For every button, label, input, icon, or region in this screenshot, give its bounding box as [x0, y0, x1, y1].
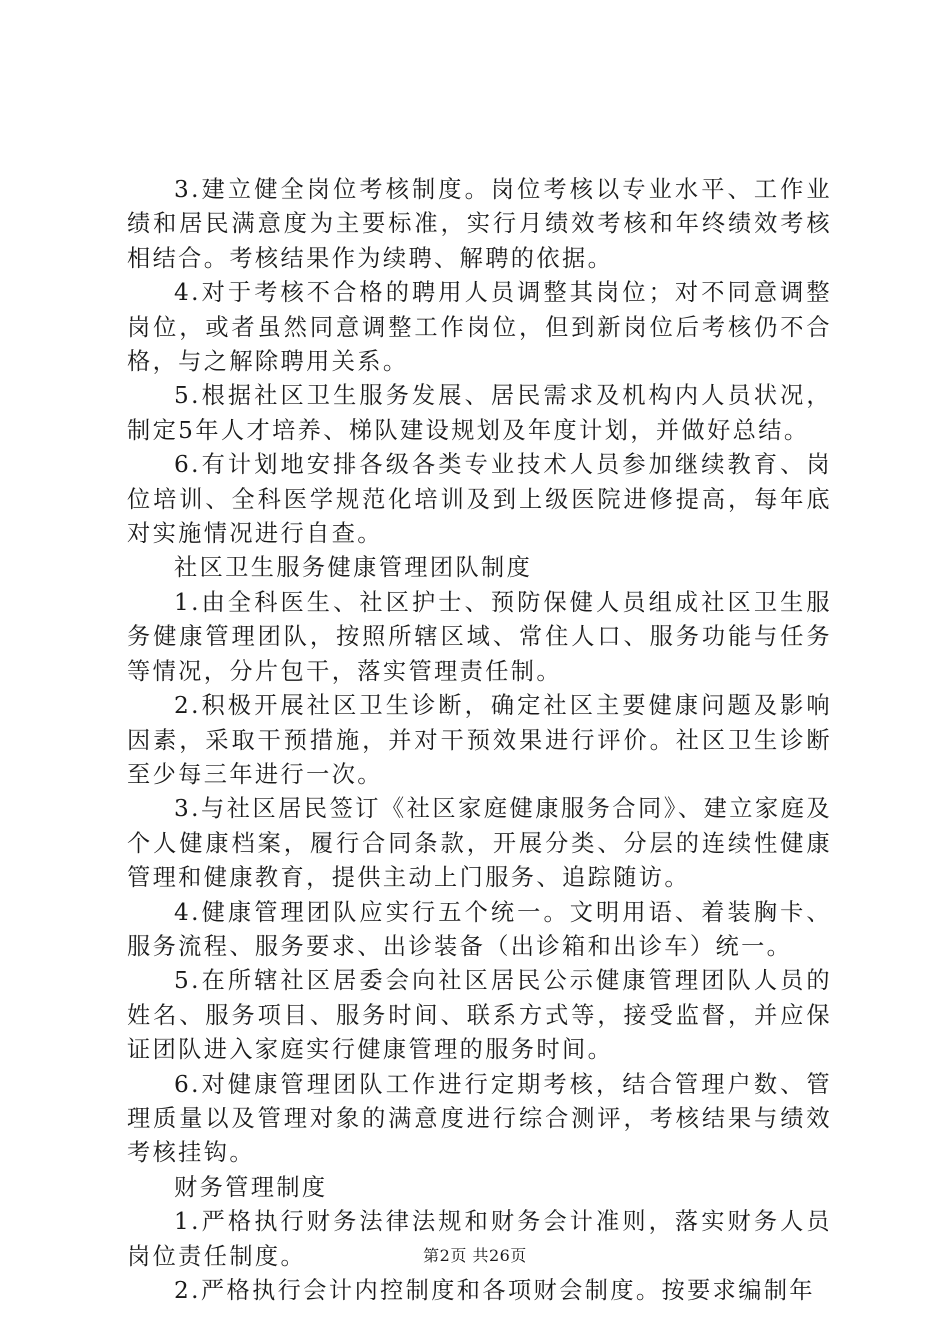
section-heading-finance: 财务管理制度 — [174, 1173, 328, 1201]
section-heading-health-team: 社区卫生服务健康管理团队制度 — [174, 554, 533, 582]
paragraph-unqualified-staff: 4.对于考核不合格的聘用人员调整其岗位；对不同意调整岗位，或者虽然同意调整工作岗位，但到新岗位后考核仍不合格，与之解除聘用关系。 — [127, 279, 832, 376]
paragraph-internal-control: 2.严格执行会计内控制度和各项财会制度。按要求编制年 — [174, 1277, 816, 1304]
paragraph-talent-plan: 5.根据社区卫生服务发展、居民需求及机构内人员状况，制定5年人才培养、梯队建设规划及年度计划，并做好总结。 — [127, 382, 832, 444]
paragraph-continuing-education: 6.有计划地安排各级各类专业技术人员参加继续教育、岗位培训、全科医学规范化培训及到上级医院进修提高，每年底对实施情况进行自查。 — [127, 451, 832, 548]
document-body — [127, 173, 832, 1308]
paragraph-team-assessment: 6.对健康管理团队工作进行定期考核，结合管理户数、管理质量以及管理对象的满意度进行综合测评，考核结果与绩效考核挂钩。 — [127, 1070, 832, 1167]
paragraph-community-diagnosis: 2.积极开展社区卫生诊断，确定社区主要健康问题及影响因素，采取干预措施，并对干预效果进行评价。社区卫生诊断至少每三年进行一次。 — [127, 692, 832, 788]
paragraph-team-composition: 1.由全科医生、社区护士、预防保健人员组成社区卫生服务健康管理团队，按照所辖区域、常住人口、服务功能与任务等情况，分片包干，落实管理责任制。 — [127, 588, 832, 685]
paragraph-finance-laws: 1.严格执行财务法律法规和财务会计准则，落实财务人员岗位责任制度。 — [127, 1208, 832, 1270]
page-number-footer: 第2页 共26页 — [423, 1246, 527, 1265]
paragraph-five-unifications: 4.健康管理团队应实行五个统一。文明用语、着装胸卡、服务流程、服务要求、出诊装备（出诊箱和出诊车）统一。 — [127, 898, 832, 960]
paragraph-service-contract: 3.与社区居民签订《社区家庭健康服务合同》、建立家庭及个人健康档案，履行合同条款，开展分类、分层的连续性健康管理和健康教育，提供主动上门服务、追踪随访。 — [127, 795, 832, 892]
paragraph-public-notice: 5.在所辖社区居委会向社区居民公示健康管理团队人员的姓名、服务项目、服务时间、联系方式等，接受监督，并应保证团队进入家庭实行健康管理的服务时间。 — [127, 967, 832, 1064]
paragraph-appraisal-system: 3.建立健全岗位考核制度。岗位考核以专业水平、工作业绩和居民满意度为主要标准，实行月绩效考核和年终绩效考核相结合。考核结果作为续聘、解聘的依据。 — [127, 176, 832, 272]
